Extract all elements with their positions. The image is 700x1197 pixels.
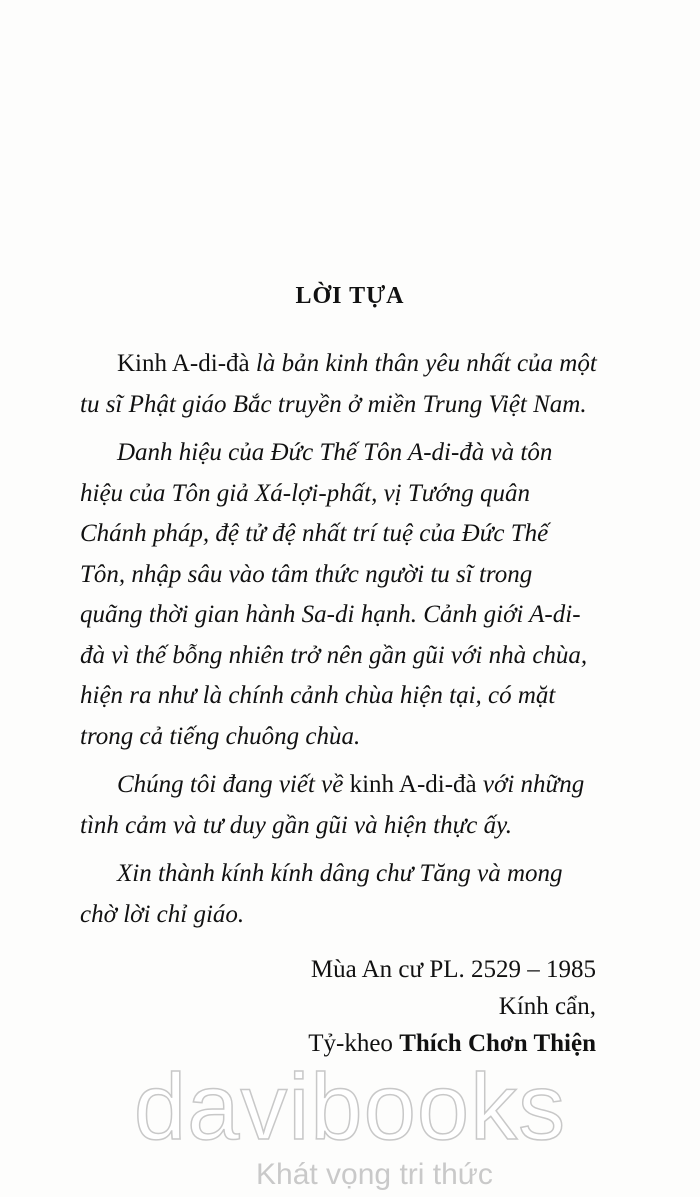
paragraph-4: Xin thành kính kính dâng chư Tăng và mong chờ lời chỉ giáo.: [80, 860, 563, 928]
signature-date: Mùa An cư PL. 2529 – 1985: [310, 956, 596, 983]
preface-body: [80, 344, 597, 943]
paragraph-2: Danh hiệu của Đức Thế Tôn A-di-đà và tôn hiệu của Tôn giả Xá-lợi-phất, vị Tướng quân Chánh pháp, đệ tử đệ nhất trí tuệ của Đức Thế Tôn, nhập sâu vào tâm thức người tu sĩ trong quãng thời gian hành Sa-di hạnh. Cảnh giới A-di-đà vì thế bỗng nhiên trở nên gần gũi với nhà chùa, hiện ra như là chính cảnh chùa hiện tại, có mặt trong cả tiếng chuông chùa.: [80, 439, 588, 750]
paragraph-3-italic-start: Chúng tôi đang viết về: [117, 771, 344, 798]
paragraph-1: [80, 344, 597, 425]
author-name: Thích Chơn Thiện: [399, 1030, 596, 1057]
paragraph-3-roman: kinh A-di-đà: [343, 771, 483, 798]
paragraph-1-italic: là bản kinh thân yêu nhất của một tu sĩ Phật giáo Bắc truyền ở miền Trung Việt Nam.: [80, 350, 597, 418]
paragraph-3-italic-end: với những tình cảm và tư duy gần gũi và hiện thực ấy.: [80, 771, 585, 839]
signature-closing: Kính cẩn,: [498, 993, 596, 1020]
watermark-tagline: Khát vọng tri thức: [256, 1158, 493, 1191]
page-title: LỜI TỰA: [295, 283, 405, 309]
watermark-brand: davibooks: [133, 1054, 567, 1159]
author-title: Tỷ-kheo: [308, 1030, 400, 1057]
signature-block: [308, 951, 596, 1062]
paragraph-3: [80, 765, 597, 846]
paragraph-1-roman: Kinh A-di-đà: [117, 350, 250, 377]
